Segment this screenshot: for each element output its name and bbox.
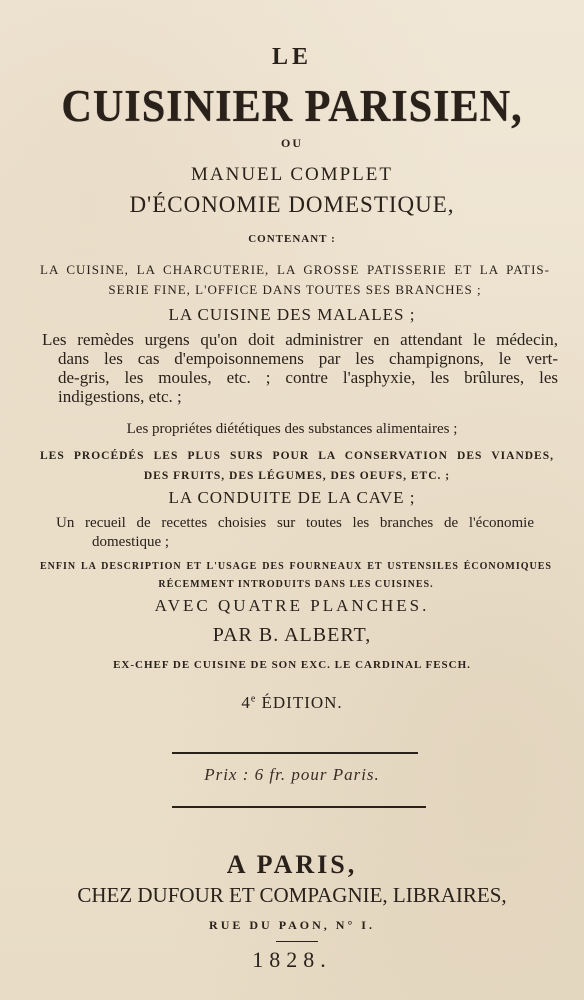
contents-item-8 <box>40 558 552 594</box>
edition-number: 4 <box>241 693 251 712</box>
title-article: LE <box>271 44 312 70</box>
short-rule <box>276 941 318 942</box>
contents-item-7 <box>56 514 534 552</box>
author-credentials: EX-CHEF DE CUISINE DE SON EXC. LE CARDINAL FESCH. <box>113 659 471 671</box>
contents-item-6: LA CONDUITE DE LA CAVE ; <box>168 488 416 507</box>
contents-item-3-line-4: indigestions, etc. ; <box>58 387 182 406</box>
contents-item-1-line-2: SERIE FINE, L'OFFICE DANS TOUTES SES BRANCHES ; <box>108 282 482 297</box>
contents-item-3-line-3: de-gris, les moules, etc. ; contre l'asphyxie, les brûlures, les <box>58 368 558 387</box>
contents-item-8-line-2: RÉCEMMENT INTRODUITS DANS LES CUISINES. <box>158 579 434 590</box>
contents-item-3-line-1: Les remèdes urgens qu'on doit administrer en attendant le médecin, <box>42 330 558 349</box>
contents-item-3 <box>42 330 558 406</box>
edition-line <box>0 693 584 713</box>
plates-note: AVEC QUATRE PLANCHES. <box>154 596 430 615</box>
imprint-publisher: CHEZ DUFOUR ET COMPAGNIE, LIBRAIRES, <box>77 883 507 907</box>
contents-item-4: Les propriétes diététiques des substances alimentaires ; <box>126 421 458 437</box>
edition-word: ÉDITION. <box>256 693 343 712</box>
contents-item-7-line-2: domestique ; <box>92 534 170 550</box>
contents-item-5-line-1: LES PROCÉDÉS LES PLUS SURS POUR LA CONSERVATION DES VIANDES, <box>40 450 554 462</box>
edition-superscript: e <box>250 693 257 705</box>
subtitle-line-2: D'ÉCONOMIE DOMESTIQUE, <box>129 192 455 217</box>
contents-item-1 <box>40 260 550 300</box>
contents-item-5 <box>40 446 554 486</box>
imprint-year: 1828. <box>252 947 332 972</box>
contents-item-2: LA CUISINE DES MALALES ; <box>168 305 416 324</box>
contents-item-7-line-1: Un recueil de recettes choisies sur toutes les branches de l'économie <box>56 515 534 531</box>
contents-item-5-line-2: DES FRUITS, DES LÉGUMES, DES OEUFS, ETC. ; <box>143 470 451 482</box>
contents-item-1-line-1: LA CUISINE, LA CHARCUTERIE, LA GROSSE PATISSERIE ET LA PATIS- <box>40 262 550 277</box>
contents-item-8-line-1: ENFIN LA DESCRIPTION ET L'USAGE DES FOURNEAUX ET USTENSILES ÉCONOMIQUES <box>40 561 552 572</box>
main-title: CUISINIER PARISIEN, <box>61 81 523 131</box>
imprint-city: A PARIS, <box>226 850 358 879</box>
contents-item-3-line-2: dans les cas d'empoisonnemens par les champignons, le vert- <box>58 349 558 368</box>
imprint-address: RUE DU PAON, N° I. <box>209 918 375 932</box>
subtitle-line-1: MANUEL COMPLET <box>191 164 393 185</box>
title-conjunction: OU <box>281 136 303 150</box>
author-line: PAR B. ALBERT, <box>212 624 372 646</box>
bottom-rule <box>172 806 426 808</box>
top-rule <box>172 752 418 754</box>
handwritten-price: Prix : 6 fr. pour Paris. <box>204 765 380 784</box>
contents-heading: CONTENANT : <box>248 233 336 245</box>
